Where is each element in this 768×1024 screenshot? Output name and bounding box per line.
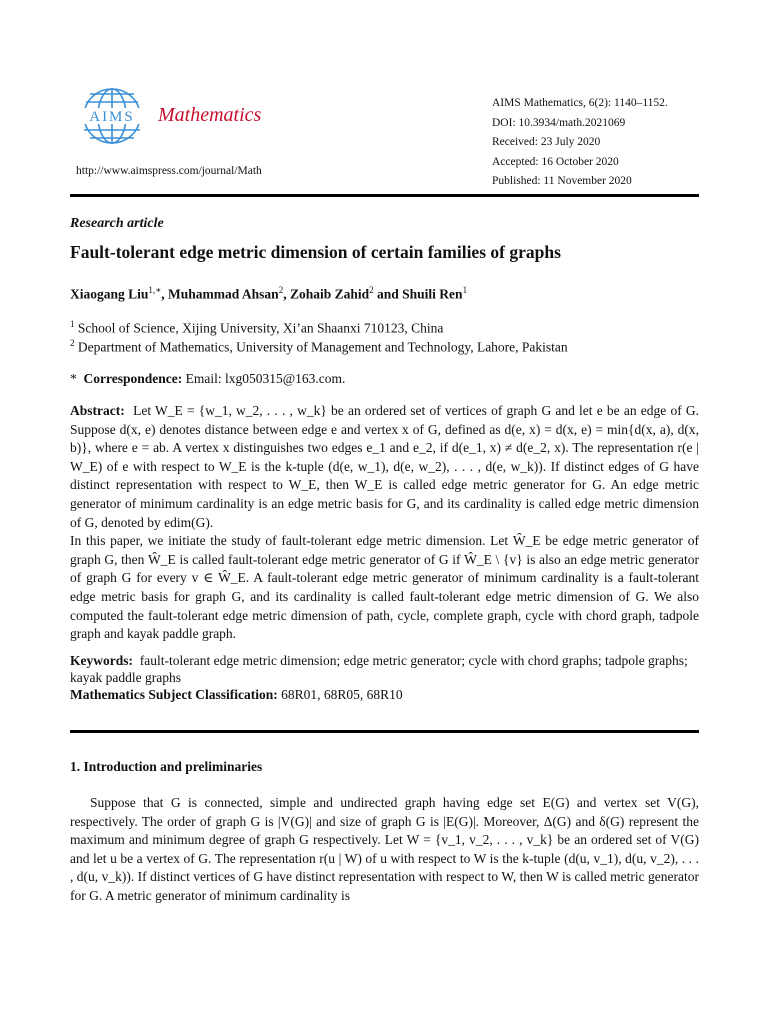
correspondence-star: * [70,371,77,386]
author-list [70,285,467,303]
author-sup: 2 [278,285,284,295]
author-name: Xiaogang Liu [70,286,149,302]
intro-paragraph: Suppose that G is connected, simple and undirected graph having edge set E(G) and vertex set V(G), respectively. The order of graph G is |V(G)| and size of graph G is |E(G)|. Moreover, Δ(G) and δ(G) represent the maximum and minimum degree of graph G respectively. Let W = {v_1, v_2, . . . , v_k} be an ordered set of V(G) and let u be a vertex of G. The representation r(u | W) of u with respect to W is the k-tuple (d(u, v_1), d(u, v_2), . . . , d(u, v_k)). If distinct vertices of G have distinct representation with respect to W, then W is called metric generator for G. A metric generator of minimum cardinality is [70,795,699,903]
author-separator: , [161,286,169,302]
journal-url[interactable]: http://www.aimspress.com/journal/Math [76,165,262,177]
keywords-block [70,652,699,703]
article-type: Research article [70,216,164,231]
intro-text [70,794,699,906]
correspondence [70,371,345,387]
msc-label: Mathematics Subject Classification: [70,687,278,702]
journal-name: Mathematics [158,104,262,126]
affiliation-2 [70,338,568,356]
abstract-text-1: Let W_E = {w_1, w_2, . . . , w_k} be an ordered set of vertices of graph G and let e be an edge of G. Suppose d(x, e) denotes distance between edge e and vertex x of G, defined as d(e, x) = d(x, e) = min{d(x, a), d(x, b)}, where e = ab. A vertex x distinguishes two edges e_1 and e_2, if d(e_1, x) ≠ d(e_2, x). The representation r(e | W_E) of e with respect to W_E is the k-tuple (d(e, w_1), d(e, w_2), . . . , d(e, w_k)). If distinct edges of G have distinct representation with respect to W_E, then W_E is called edge metric generator for G. An edge metric generator of minimum cardinality is an edge metric basis for G, and its cardinality is called edge metric dimension of G, denoted by edim(G). [70,403,699,530]
abstract-label: Abstract: [70,403,125,418]
abstract-paragraph-1 [70,402,699,532]
correspondence-label: Correspondence: [83,371,183,386]
msc [70,686,699,703]
header-divider [70,194,699,197]
affiliation-text: Department of Mathematics, University of Management and Technology, Lahore, Pakistan [77,339,568,355]
affiliation-sup: 1 [70,319,75,329]
globe-icon [76,86,148,146]
meta-published: Published: 11 November 2020 [492,175,632,187]
author-and: and [373,286,403,302]
affiliation-sup: 2 [70,338,75,348]
affiliation-1 [70,319,443,337]
author-separator: , [283,286,290,302]
abstract-paragraph-2: In this paper, we initiate the study of fault-tolerant edge metric dimension. Let Ŵ_E be edge metric generator of graph G, then Ŵ_E is called fault-tolerant edge metric generator of G if Ŵ_E \ {v} is also an edge metric generator of graph G for every v ∈ Ŵ_E. A fault-tolerant edge metric generator of minimum cardinality is a fault-tolerant edge metric basis for graph G, and its cardinality is called fault-tolerant edge metric dimension of G. We also computed the fault-tolerant edge metric dimension of path, cycle, complete graph, cycle with chord graph, tadpole graph and kayak paddle graph. [70,533,699,642]
msc-text: 68R01, 68R05, 68R10 [281,687,403,702]
author-sup: 1 [462,285,468,295]
meta-citation: AIMS Mathematics, 6(2): 1140–1152. [492,97,668,109]
meta-received: Received: 23 July 2020 [492,136,601,148]
paper-title: Fault-tolerant edge metric dimension of certain families of graphs [70,242,561,262]
aims-logo [76,86,148,146]
section-divider [70,730,699,733]
author-sup: 2 [369,285,374,295]
logo-text: AIMS [89,109,135,125]
article-meta [492,94,668,192]
correspondence-email[interactable]: Email: lxg050315@163.com. [185,371,346,386]
keywords [70,652,699,686]
section-heading: 1. Introduction and preliminaries [70,759,263,774]
author-name: Zohaib Zahid [289,286,370,302]
affiliation-text: School of Science, Xijing University, Xi’an Shaanxi 710123, China [77,320,444,336]
author-name: Muhammad Ahsan [168,286,279,302]
meta-doi[interactable]: DOI: 10.3934/math.2021069 [492,116,626,129]
author-sup: 1,∗ [148,285,162,295]
meta-accepted: Accepted: 16 October 2020 [492,155,619,168]
keywords-text: fault-tolerant edge metric dimension; edge metric generator; cycle with chord graphs; tadpole graphs; kayak paddle graphs [70,653,688,685]
abstract [70,402,699,644]
keywords-label: Keywords: [70,653,133,668]
author-name: Shuili Ren [402,286,463,302]
